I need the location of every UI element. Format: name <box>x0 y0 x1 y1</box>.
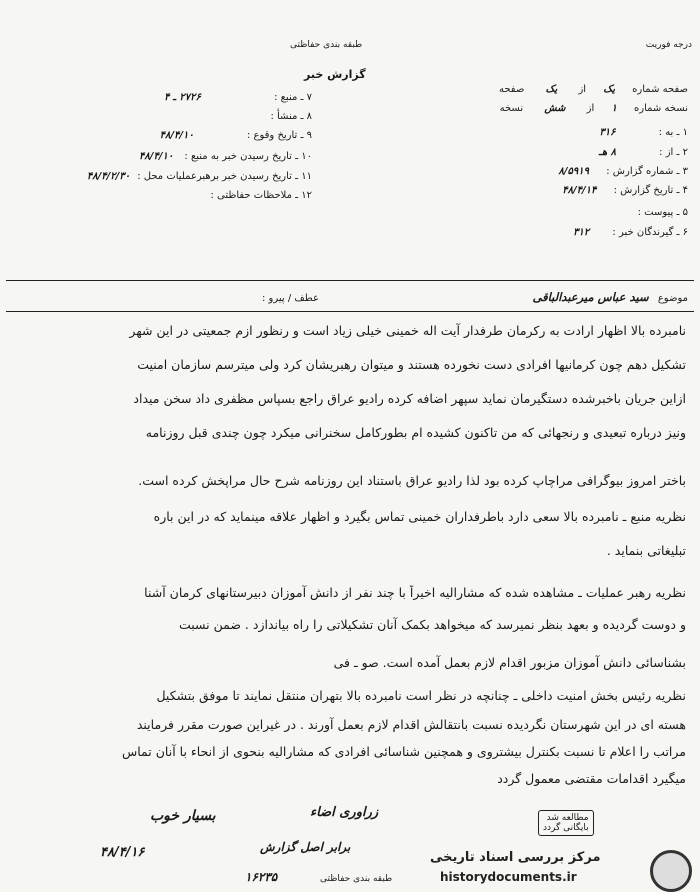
left-field-label: ۹ ـ تاریخ وقوع : <box>246 130 312 141</box>
left-field-11 <box>87 171 312 182</box>
left-field-7 <box>164 92 312 103</box>
classification-bottom: طبقه بندی حفاظتی <box>320 874 393 884</box>
subject-row <box>533 290 688 304</box>
page-number-row <box>499 84 688 95</box>
right-field-1 <box>599 127 688 138</box>
signature-1: بسیار خوب <box>150 808 216 824</box>
header-divider <box>6 280 694 281</box>
page-number-label: صفحه شماره <box>632 84 688 95</box>
left-field-label: ۷ ـ منبع : <box>274 92 312 103</box>
left-field-10 <box>139 151 312 162</box>
right-field-6 <box>573 227 688 238</box>
body-line: باختر امروز بیوگرافی مراچاپ کرده بود لذا رادیو عراق باستناد این روزنامه شرح حال مراپخش کرده است. <box>138 473 686 488</box>
body-line: میگیرد اقدامات مقتضی معمول گردد <box>497 771 686 786</box>
right-field-value: ۳۱۶ <box>599 127 616 138</box>
subject-value: سید عباس میرعبدالباقی <box>532 290 649 304</box>
body-line: ازاین جریان باخبرشده دستگیرمان نماید سپهر اضافه کرده رادیو عراق راجع بسپاس مظفری داد سخن میداد <box>133 391 686 406</box>
review-stamp <box>538 810 594 836</box>
signature-3: برابر اصل گزارش <box>260 840 351 854</box>
body-line: نامبرده بالا اظهار ارادت به رکرمان طرفدار آیت اله خمینی خیلی زیاد است و رنظور ازم جمعیتی در این شهر <box>129 323 686 338</box>
document-title: گزارش خبر <box>304 68 366 81</box>
priority-label: درجه فوریت <box>645 40 692 50</box>
left-field-label: ۸ ـ منشأ : <box>270 111 312 122</box>
left-field-value: ۴۸/۴/۱۰ <box>139 151 174 162</box>
page-unit: صفحه <box>498 84 525 95</box>
right-field-label: ۴ ـ تاریخ گزارش : <box>613 185 688 196</box>
footer-number: ۱۶۲۳۵ <box>245 870 278 884</box>
stamp-line-2: بایگانی گردد <box>543 823 589 833</box>
right-field-value: ۸ هـ <box>598 147 616 158</box>
right-field-4 <box>562 185 688 196</box>
page-of-label: از <box>578 84 587 95</box>
signature-4: ۴۸/۴/۱۶ <box>100 845 145 860</box>
body-line: و دوست گردیده و بعهد بنظر نمیرسد که میخواهد بکمک آنان تشکیلاتی را راه بیاندازد . ضمن نسبت <box>178 617 686 632</box>
copy-of-label: از <box>586 103 595 114</box>
body-line: نظریه منبع ـ نامبرده بالا سعی دارد باطرفداران خمینی تماس بگیرد و اظهار علاقه مینماید که در این باره <box>153 509 686 524</box>
left-field-12 <box>210 190 312 201</box>
right-field-5 <box>638 207 688 218</box>
subject-divider <box>6 311 694 312</box>
right-field-label: ۵ ـ پیوست : <box>637 207 688 218</box>
body-line: بشناسائی دانش آموزان مزبور اقدام لازم بعمل آمده است. صو ـ فی <box>333 655 686 670</box>
watermark-url: historydocuments.ir <box>440 870 577 884</box>
left-field-label: ۱۱ ـ تاریخ رسیدن خبر برهبرعملیات محل : <box>137 171 312 182</box>
right-field-value: ۸/۵۹۱۹ <box>558 166 590 177</box>
right-field-value: ۴۸/۴/۱۴ <box>562 185 597 196</box>
body-line: نظریه رئیس بخش امنیت داخلی ـ چنانچه در نظر است نامبرده بالا بتهران منتقل نمایند تا موفق بتشکیل <box>156 688 686 703</box>
body-line: نظریه رهبر عملیات ـ مشاهده شده که مشارالیه اخیراً با چند نفر از دانش آموزان دبیرستانهای کرمان آشنا <box>144 585 686 600</box>
left-field-value: ۴۸/۴/۲/۳۰ <box>86 171 131 182</box>
page-of-value: یک <box>545 84 558 95</box>
right-field-label: ۶ ـ گیرندگان خبر : <box>612 227 688 238</box>
archive-logo-icon <box>650 850 692 892</box>
body-line: مراتب را اعلام تا نسبت بکنترل بیشتروی و همچنین شناسائی افرادی که مشارالیه بنحوی از انحاء با آنان تماس <box>121 744 686 759</box>
right-field-label: ۲ ـ از : <box>659 147 688 158</box>
right-field-3 <box>559 166 688 177</box>
left-field-8 <box>270 111 312 122</box>
attachment-label: عطف / پیرو : <box>262 293 319 304</box>
body-line: تشکیل دهم چون کرمانیها افرادی دست نخورده هستند و میتوان رهبریشان کرد ولی میترسم سازمان امنیت <box>137 357 686 372</box>
stamp-line-1: مطالعه شد <box>546 813 589 823</box>
left-field-9 <box>160 130 312 141</box>
copy-of-value: شش <box>544 103 566 114</box>
right-field-label: ۱ ـ به : <box>658 127 688 138</box>
classification-top: طبقه بندی حفاظتی <box>290 40 363 50</box>
body-line: هسته ای در این شهرستان نگردیده نسبت بانتقالش اقدام لازم بعمل آورند . در غیراین صورت مقرر فرمایند <box>136 717 686 732</box>
right-field-label: ۳ ـ شماره گزارش : <box>606 166 688 177</box>
body-line: تبلیغاتی بنماید . <box>606 543 686 558</box>
left-field-label: ۱۲ ـ ملاحظات حفاظتی : <box>210 190 312 201</box>
body-line: ونیز درباره تبعیدی و رنجهائی که من تاکنون کشیده ام بطورکامل سخنرانی میکرد چون چندی قبل روزنامه <box>145 425 686 440</box>
copy-unit: نسخه <box>499 103 524 114</box>
subject-label: موضوع <box>657 293 688 304</box>
left-field-label: ۱۰ ـ تاریخ رسیدن خبر به منبع : <box>184 151 312 162</box>
page-number-value: یک <box>603 84 615 95</box>
left-field-value: ۴۸/۴/۱۰ <box>159 130 194 141</box>
watermark-text: مرکز بررسی اسناد تاریخی <box>430 850 601 865</box>
copy-number-row <box>500 103 688 114</box>
copy-number-value: ۱ <box>611 103 617 114</box>
left-field-value: ۲۷۲۶ ـ ۴ <box>164 92 201 103</box>
right-field-value: ۳۱۲ <box>573 227 590 238</box>
right-field-2 <box>599 147 688 158</box>
copy-number-label: نسخه شماره <box>634 103 688 114</box>
signature-2: زراوری اضاء <box>310 805 379 820</box>
